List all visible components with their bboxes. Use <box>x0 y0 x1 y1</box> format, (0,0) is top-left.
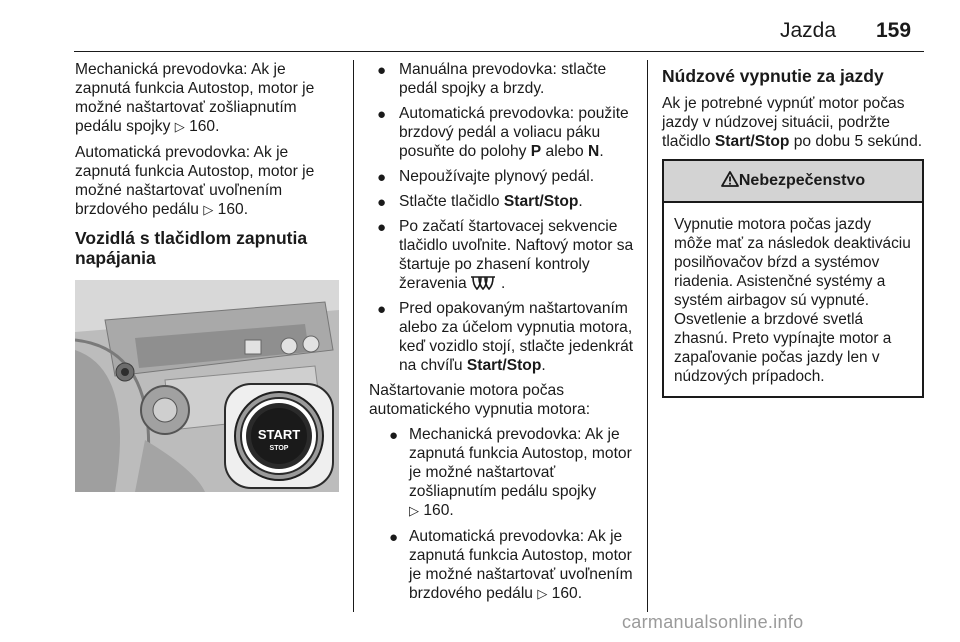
bullet-icon: ● <box>377 301 387 318</box>
bullet-icon: ● <box>389 529 399 546</box>
page-ref-arrow-icon: ▷ <box>537 587 548 602</box>
list-item: ● Automatická prevodovka: použite brzdový pedál a voliacu páku posuňte do polohy P alebo N. <box>377 105 629 160</box>
paragraph-automatic-autostop: Automatická prevodovka: Ak je zapnutá funkcia Autostop, motor je možné naštartovať uvoľnením brzdového pedálu ▷ 160. <box>75 144 315 218</box>
paragraph-autostop-restart: Naštartovanie motora počas automatického vypnutia motora: <box>369 382 591 418</box>
glow-plug-icon <box>471 275 501 291</box>
bullet-icon: ● <box>377 106 387 123</box>
dashboard-illustration <box>75 280 339 492</box>
paragraph-manual-autostop: Mechanická prevodovka: Ak je zapnutá funkcia Autostop, motor je možné naštartovať zošliapnutím pedálu spojky ▷ 160. <box>75 61 315 135</box>
bullet-icon: ● <box>377 194 387 211</box>
bullet-icon: ● <box>377 62 387 79</box>
page-ref-arrow-icon: ▷ <box>409 504 419 519</box>
list-item: ● Nepoužívajte plynový pedál. <box>377 168 595 186</box>
warning-header <box>664 161 922 203</box>
page-ref[interactable]: 160. <box>423 502 454 519</box>
stop-button-label: STOP <box>269 445 289 452</box>
restart-list <box>369 425 641 604</box>
bullet-icon: ● <box>377 169 387 186</box>
bullet-icon: ● <box>389 427 399 444</box>
page-number: 159 <box>876 19 912 42</box>
list-item: ● Automatická prevodovka: Ak je zapnutá funkcia Autostop, motor je možné naštartovať uvoľnením brzdového pedálu ▷ 160. <box>389 528 633 602</box>
page-ref[interactable]: 160. <box>551 585 583 602</box>
list-item: ● Mechanická prevodovka: Ak je zapnutá funkcia Autostop, motor je možné naštartovať zošliapnutím pedálu spojky ▷ 160. <box>389 426 632 519</box>
list-item: ● Stlačte tlačidlo Start/Stop. <box>377 193 583 211</box>
list-item: ● Po začatí štartovacej sekvencie tlačidlo uvoľnite. Naftový motor sa štartuje po zhasení kontroly žeravenia . <box>377 218 634 292</box>
page-ref[interactable]: 160. <box>217 201 249 218</box>
page-ref[interactable]: 160. <box>189 118 220 135</box>
warning-text: Vypnutie motora počas jazdy môže mať za následok deaktiváciu posilňovačov bŕzd a systémov riadenia. Asistenčné systémy a systém airbagov sú vypnuté. Osvetlenie a brzdové svetlá zhasnú. Preto vypínajte motor a zapaľovanie počas jazdy len v núdzových prípadoch. <box>674 216 911 385</box>
column-divider <box>647 60 648 612</box>
bullet-icon: ● <box>377 219 387 236</box>
page-ref-arrow-icon: ▷ <box>203 203 214 218</box>
procedure-list <box>369 60 641 375</box>
column-left <box>75 60 345 492</box>
watermark: carmanualsonline.info <box>622 612 804 632</box>
column-right <box>662 60 924 398</box>
start-button-illustration <box>75 280 339 492</box>
section-heading: Vozidlá s tlačidlom zapnutia napájania <box>75 228 308 268</box>
section-heading: Núdzové vypnutie za jazdy <box>662 66 884 86</box>
column-middle <box>369 60 641 610</box>
list-item: ● Manuálna prevodovka: stlačte pedál spojky a brzdy. <box>377 61 607 97</box>
header-rule <box>74 51 924 52</box>
warning-triangle-icon <box>721 171 739 187</box>
page-ref-arrow-icon: ▷ <box>174 120 185 135</box>
warning-title: Nebezpečenstvo <box>738 172 866 189</box>
start-button-label: START <box>257 427 301 442</box>
page-header <box>0 0 960 52</box>
warning-box <box>662 159 924 398</box>
list-item: ● Pred opakovaným naštartovaním alebo za účelom vypnutia motora, keď vozidlo stojí, stlačte jedenkrát na chvíľu Start/Stop. <box>377 300 634 374</box>
column-divider <box>353 60 354 612</box>
paragraph-emergency-stop: Ak je potrebné vypnúť motor počas jazdy v núdzovej situácii, podržte tlačidlo Start/Stop po dobu 5 sekúnd. <box>662 95 923 150</box>
chapter-title: Jazda <box>780 19 837 42</box>
